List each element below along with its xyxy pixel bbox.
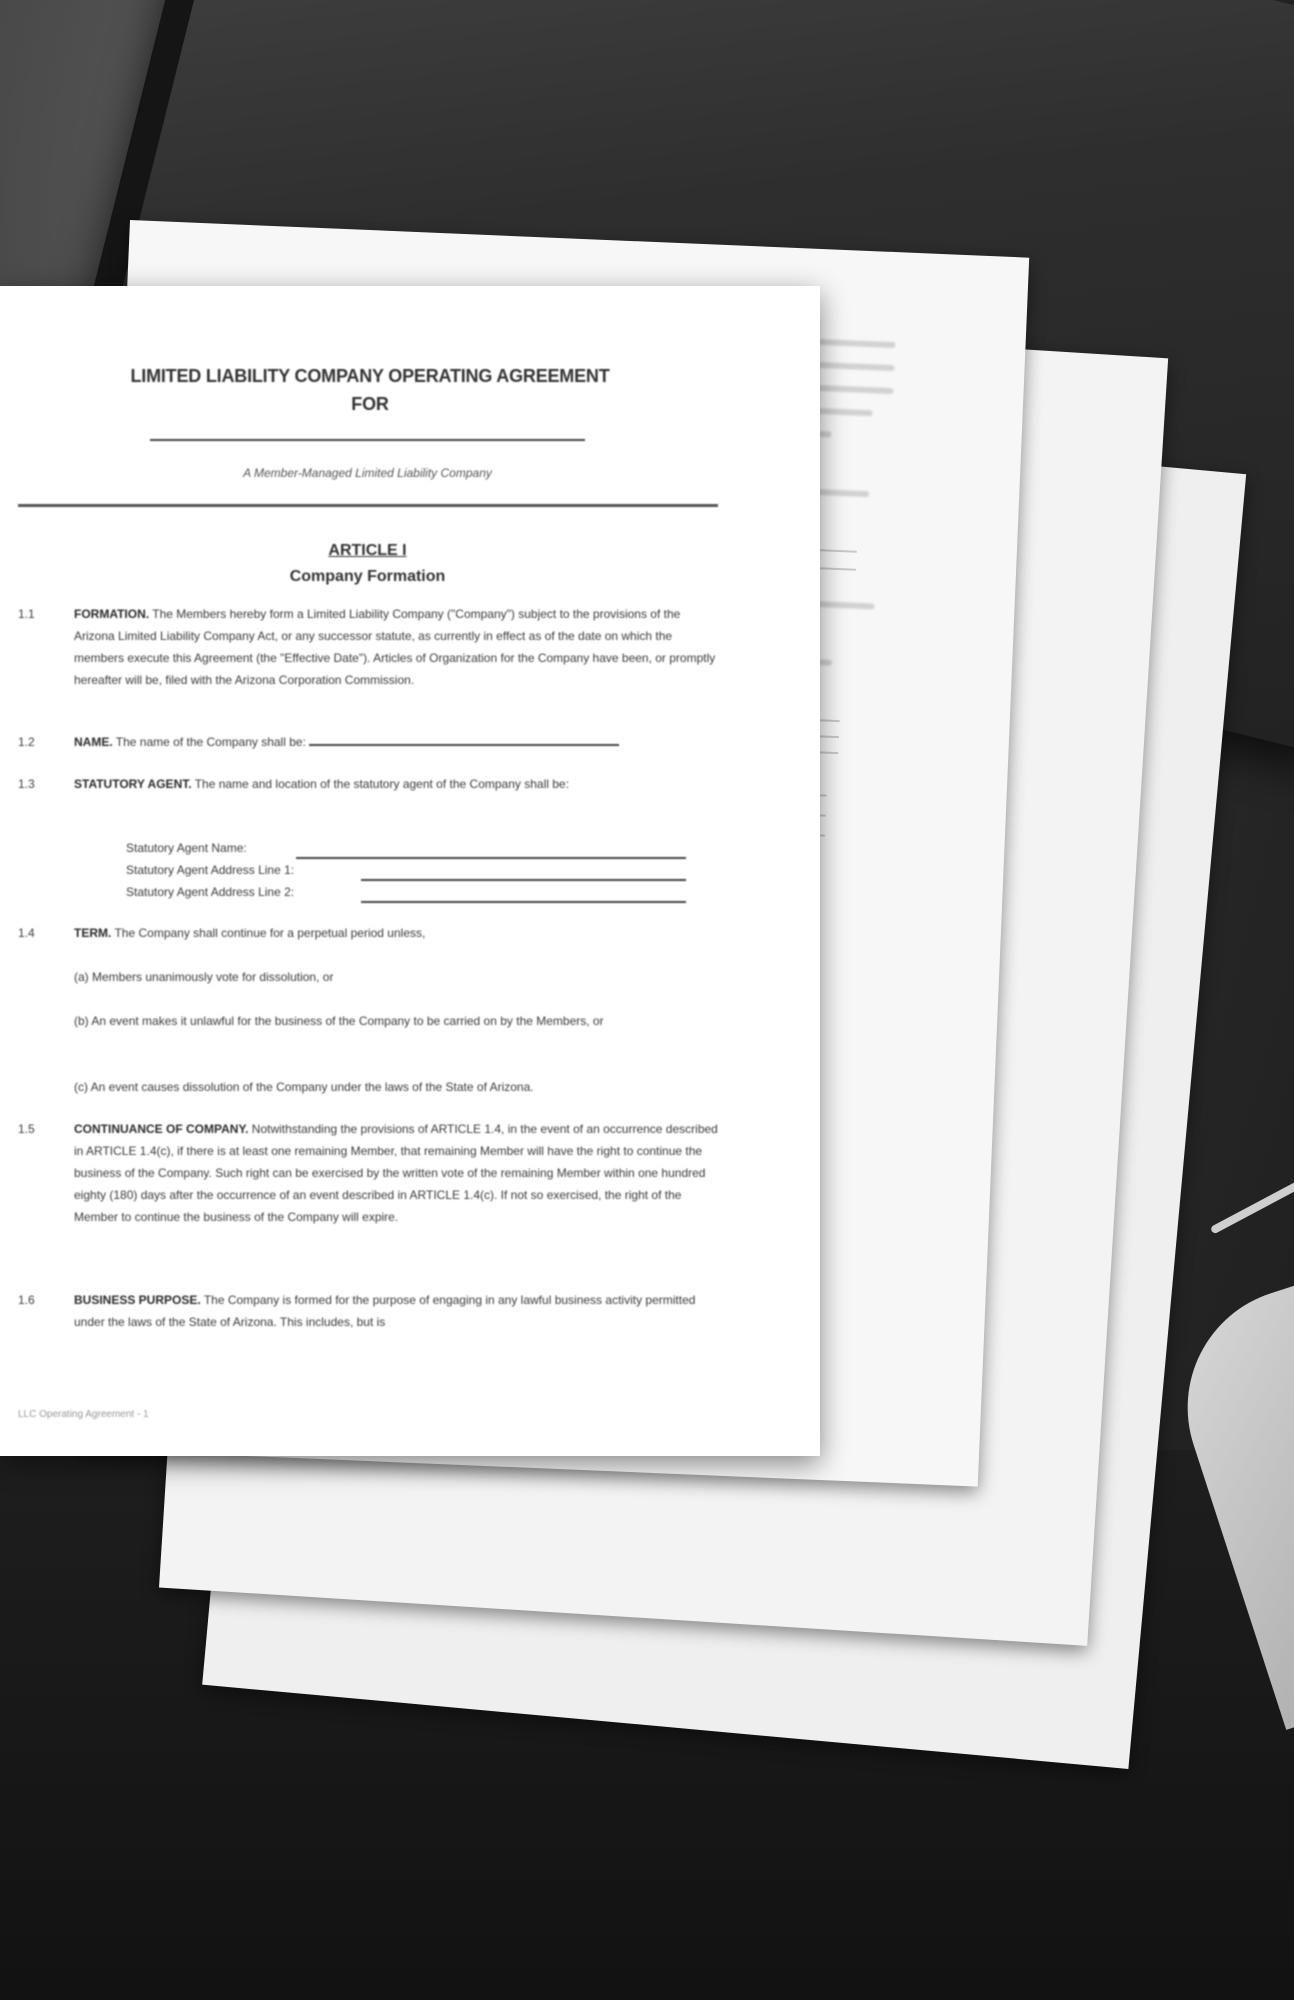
section-heading: CONTINUANCE OF COMPANY.: [74, 1122, 249, 1136]
section-text: The Company shall continue for a perpetual period unless,: [114, 926, 426, 940]
agent-name-row: [126, 841, 686, 855]
agent-name-field[interactable]: [296, 845, 686, 859]
section-1-6: [18, 1289, 718, 1335]
agent-address-1-label: Statutory Agent Address Line 1:: [126, 863, 295, 877]
agent-name-label: Statutory Agent Name:: [126, 841, 247, 855]
article-heading: [200, 538, 535, 590]
section-1-1: [18, 603, 718, 713]
section-number: 1.3: [18, 777, 35, 791]
section-1-5: [18, 1118, 718, 1258]
section-heading: TERM.: [74, 926, 112, 940]
section-number: 1.2: [18, 735, 35, 749]
section-heading: BUSINESS PURPOSE.: [74, 1293, 201, 1307]
article-title: Company Formation: [289, 568, 446, 585]
header-divider: [18, 504, 718, 507]
agent-address-1-field[interactable]: [361, 867, 686, 881]
section-text: Notwithstanding the provisions of ARTICLE 1.4, in the event of an occurrence described in ARTICLE 1.4(c), if there is at least one remaining Member, that remaining Member will have the right to continue the business of the Company. Such right can be exercised by the written vote of the remaining Member within one hundred eighty (180) days after the occurrence of an event described in ARTICLE 1.4(c). If not so exercised, the right of the Member to continue the business of the Company will expire.: [74, 1122, 718, 1224]
operating-agreement-page: [0, 286, 820, 1456]
section-heading: NAME.: [74, 735, 113, 749]
agent-address-2-row: [126, 885, 686, 899]
page-footer: LLC Operating Agreement - 1: [18, 1409, 149, 1420]
section-1-2: [18, 731, 718, 755]
term-item-c: (c) An event causes dissolution of the Company under the laws of the State of Arizona.: [74, 1080, 534, 1094]
section-number: 1.4: [18, 926, 35, 940]
section-text: The name of the Company shall be:: [115, 735, 306, 749]
section-text: The name and location of the statutory agent of the Company shall be:: [194, 777, 569, 791]
company-name-field[interactable]: [309, 732, 619, 746]
agent-address-2-field[interactable]: [361, 889, 686, 903]
agent-address-2-label: Statutory Agent Address Line 2:: [126, 885, 295, 899]
section-number: 1.1: [18, 607, 35, 621]
document-title: [80, 362, 660, 418]
section-number: 1.6: [18, 1293, 35, 1307]
section-heading: FORMATION.: [74, 607, 150, 621]
section-number: 1.5: [18, 1122, 35, 1136]
term-item-a: (a) Members unanimously vote for dissolution, or: [74, 970, 334, 984]
company-name-blank: [150, 439, 585, 441]
document-subtitle: A Member-Managed Limited Liability Company: [243, 466, 492, 480]
section-1-3: [18, 773, 718, 823]
agent-address-1-row: [126, 863, 686, 877]
title-line-1: LIMITED LIABILITY COMPANY OPERATING AGREEMENT: [130, 366, 610, 386]
term-item-b: (b) An event makes it unlawful for the business of the Company to be carried on by the Members, or: [74, 1014, 604, 1028]
title-line-2: FOR: [351, 394, 389, 414]
section-1-4: [18, 922, 718, 946]
article-number: ARTICLE I: [328, 542, 407, 559]
section-heading: STATUTORY AGENT.: [74, 777, 192, 791]
section-text: The Company is formed for the purpose of engaging in any lawful business activity permitted under the laws of the State of Arizona. This includes, but is: [74, 1293, 696, 1329]
section-text: The Members hereby form a Limited Liability Company ("Company") subject to the provisions of the Arizona Limited Liability Company Act, or any successor statute, as currently in effect as of the date on which the members execute this Agreement (the "Effective Date"). Articles of Organization for the Company have been, or promptly hereafter will be, filed with the Arizona Corporation Commission.: [74, 607, 716, 687]
